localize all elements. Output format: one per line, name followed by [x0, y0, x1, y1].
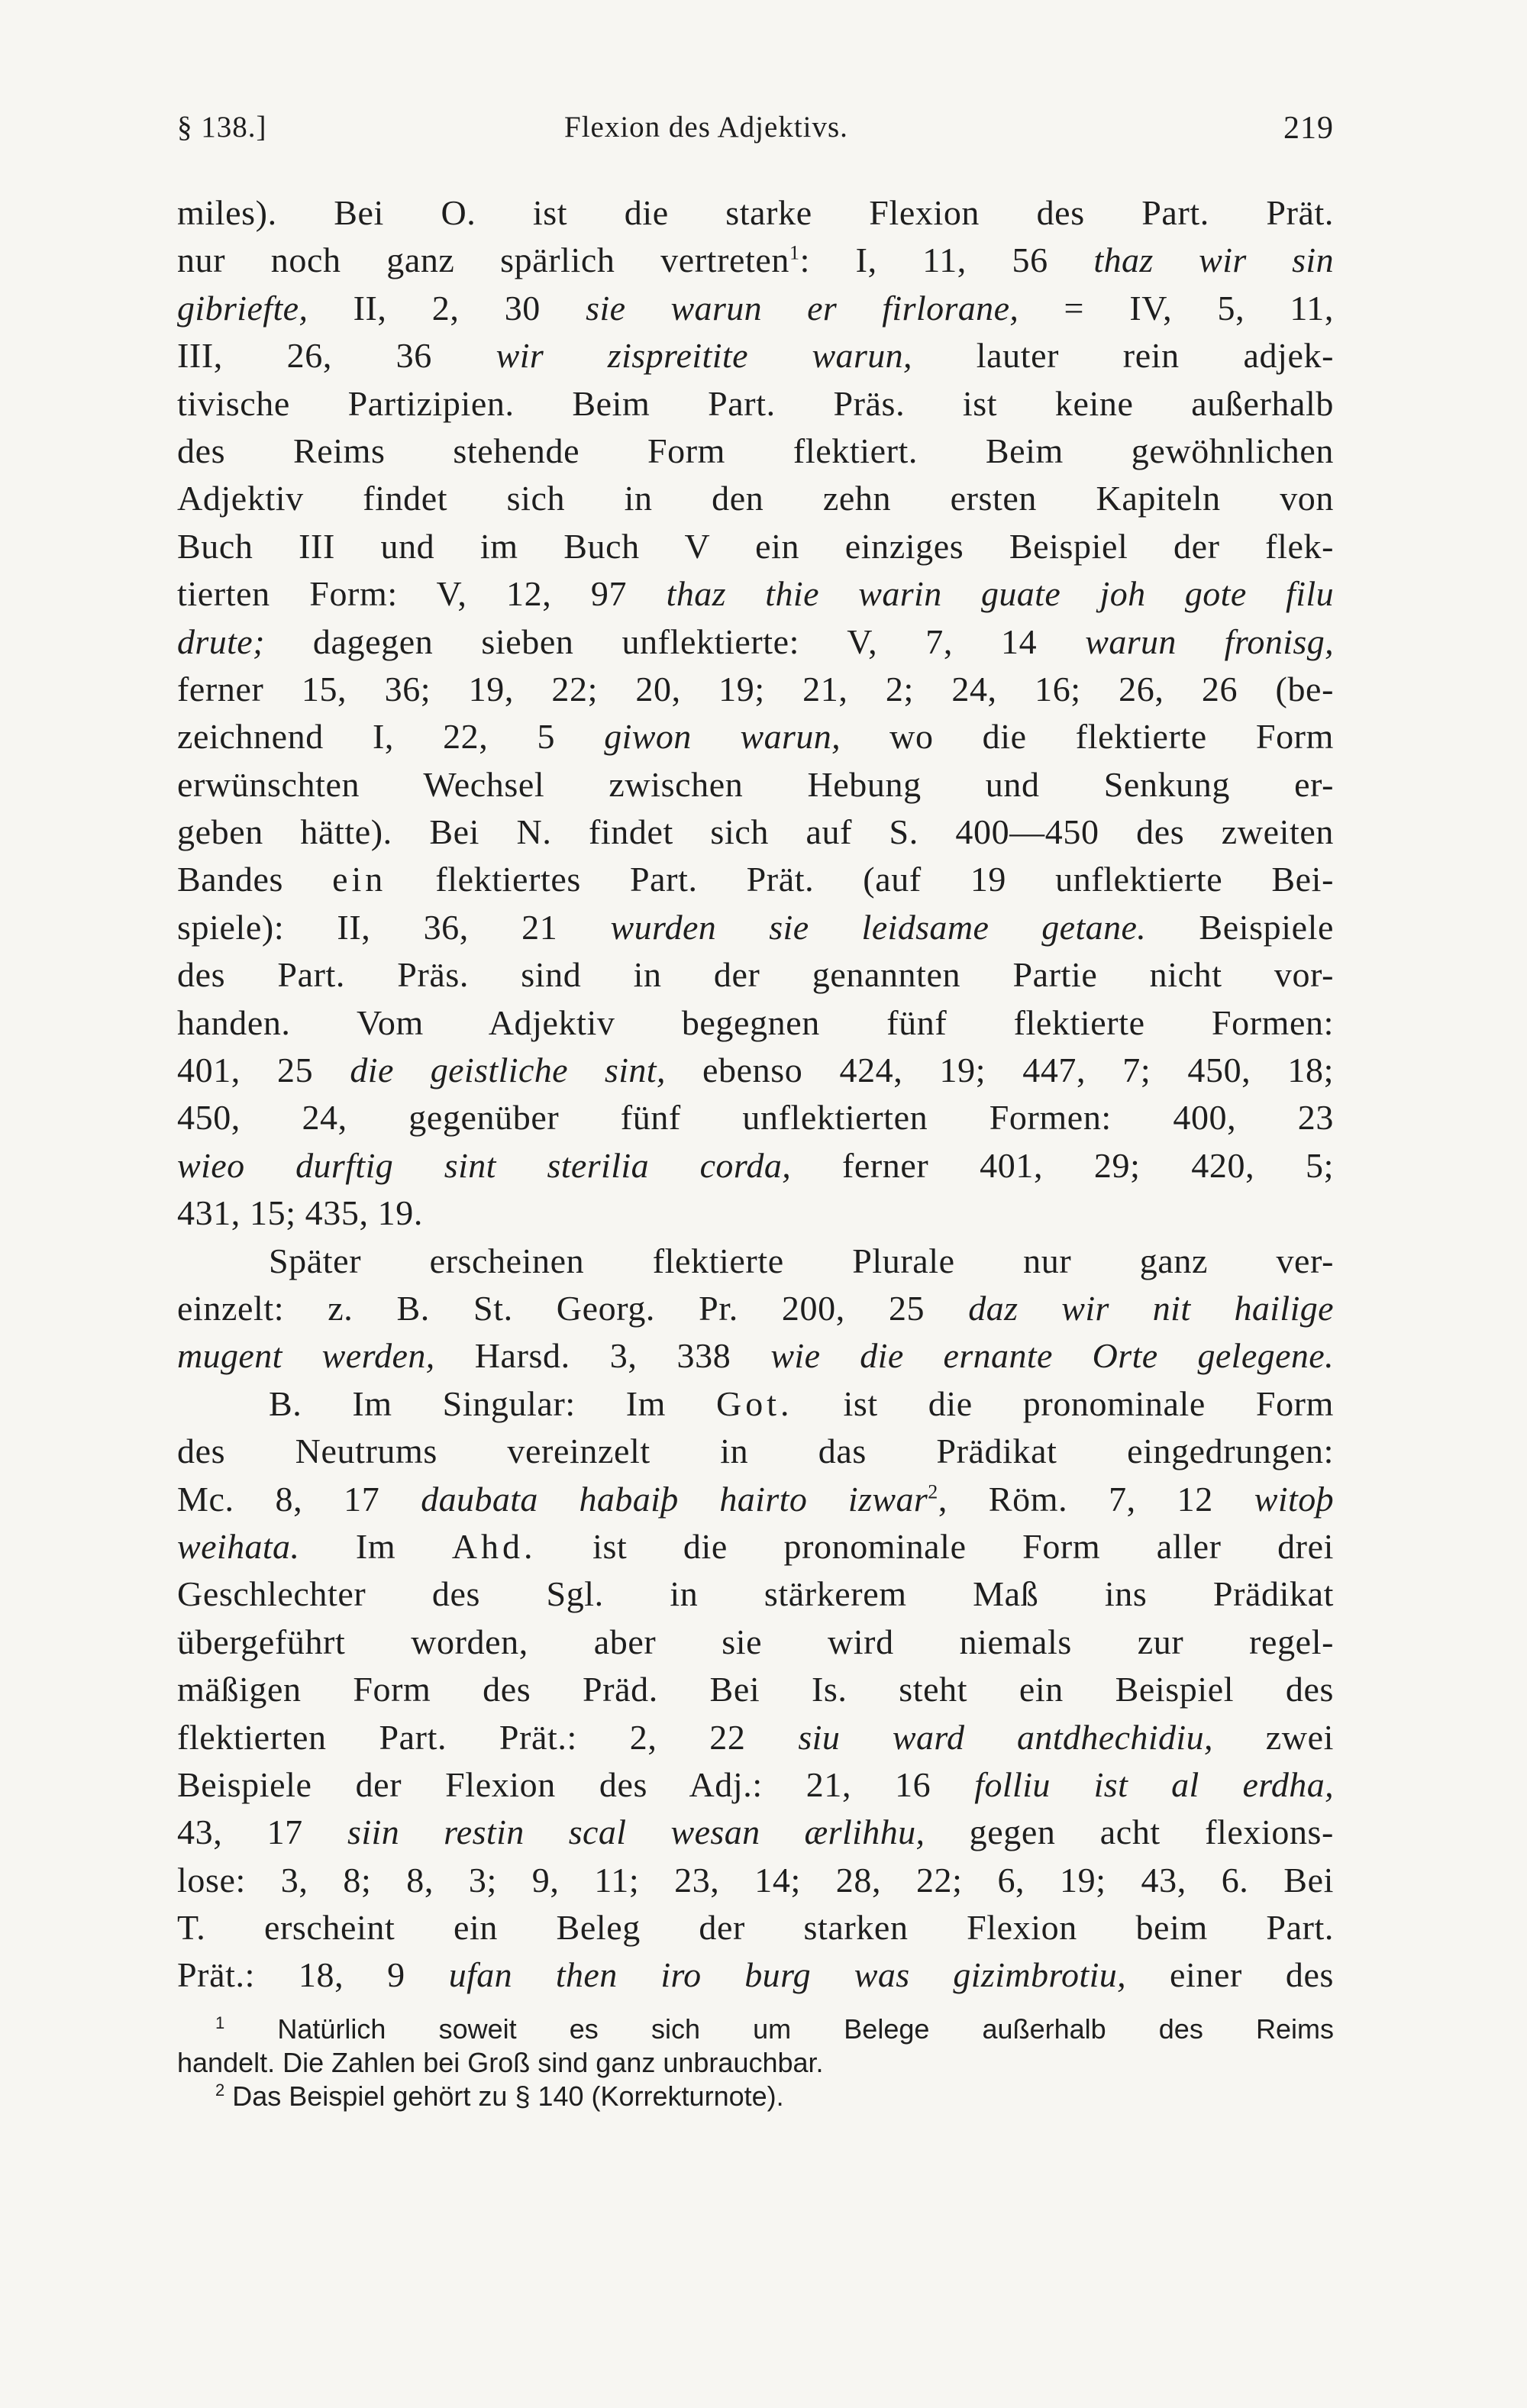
footnote-marker: 2: [928, 1480, 938, 1503]
text-run: T. erscheint ein Beleg der starken Flexion beim Part.: [177, 1908, 1334, 1948]
quoted-example: wie die ernante Orte gelegene.: [770, 1336, 1335, 1376]
text-line: [177, 1428, 1334, 1475]
quoted-example: warun fronisg,: [1085, 621, 1334, 661]
text-line: [177, 1809, 1334, 1856]
chapter-title: Flexion des Adjektivs.: [564, 111, 848, 144]
text-run: lose: 3, 8; 8, 3; 9, 11; 23, 14; 28, 22; 6, 19; 43, 6. Bei: [177, 1860, 1334, 1900]
quoted-example: wieo durftig sint sterilia corda,: [177, 1145, 792, 1185]
text-run: 43, 17: [177, 1812, 348, 1852]
text-run: übergeführt worden, aber sie wird niemals zur regel-: [177, 1622, 1334, 1661]
text-run: zwei: [1212, 1717, 1334, 1757]
footnote-line: [177, 2080, 1334, 2113]
text-run: mäßigen Form des Präd. Bei Is. steht ein Beispiel des: [177, 1670, 1334, 1709]
text-line: [177, 1094, 1334, 1141]
text-line: [177, 1380, 1334, 1428]
page-number: 219: [1283, 111, 1334, 146]
text-run: handen. Vom Adjektiv begegnen fünf flektierte Formen:: [177, 1002, 1334, 1042]
quoted-example: weihata.: [177, 1526, 300, 1566]
text-line: [177, 809, 1334, 856]
text-run: 450, 24, gegenüber fünf unflektierten Formen: 400, 23: [177, 1098, 1334, 1138]
text-line: [177, 332, 1334, 379]
text-line: [177, 618, 1334, 666]
text-run: : I, 11, 56: [799, 240, 1094, 280]
text-line: [177, 1238, 1334, 1285]
text-run: Geschlechter des Sgl. in stärkerem Maß ins Prädikat: [177, 1574, 1334, 1614]
text-run: tierten Form: V, 12, 97: [177, 574, 667, 614]
text-line: [177, 1285, 1334, 1332]
text-line: [177, 1619, 1334, 1666]
quoted-example: die geistliche sint,: [350, 1051, 666, 1090]
text-line: [177, 475, 1334, 522]
quoted-example: siu ward antdhechidiu,: [798, 1717, 1213, 1757]
footnote-marker: 1: [789, 242, 800, 265]
text-line: [177, 1857, 1334, 1904]
text-run: Im: [299, 1526, 452, 1566]
quoted-example: thaz thie warin guate joh gote filu: [666, 574, 1334, 614]
text-run: flektierten Part. Prät.: 2, 22: [177, 1717, 799, 1757]
spaced-text: Ahd.: [451, 1526, 537, 1566]
text-line: [177, 1904, 1334, 1951]
footnote-marker: 1: [215, 2013, 225, 2032]
text-run: handelt. Die Zahlen bei Groß sind ganz unbrauchbar.: [177, 2047, 824, 2078]
text-run: III, 26, 36: [177, 336, 496, 376]
quoted-example: mugent werden,: [177, 1336, 435, 1376]
text-line: [177, 951, 1334, 999]
text-line: [177, 570, 1334, 618]
text-line: [177, 761, 1334, 809]
quoted-example: siin restin scal wesan ærlihhu,: [347, 1812, 925, 1852]
text-run: wo die flektierte Form: [841, 717, 1334, 757]
footnote-line: [177, 2013, 1334, 2046]
text-line: [177, 904, 1334, 951]
text-run: des Reims stehende Form flektiert. Beim gewöhnlichen: [177, 431, 1334, 470]
text-run: des Neutrums vereinzelt in das Prädikat eingedrungen:: [177, 1432, 1334, 1471]
text-line: [177, 999, 1334, 1047]
text-run: spiele): II, 36, 21: [177, 907, 611, 947]
text-line: [177, 1570, 1334, 1618]
text-run: des Part. Präs. sind in der genannten Partie nicht vor-: [177, 955, 1334, 995]
text-run: Adjektiv findet sich in den zehn ersten Kapiteln von: [177, 479, 1334, 518]
text-line: [177, 1476, 1334, 1523]
text-line: [177, 1714, 1334, 1761]
text-line: [177, 380, 1334, 428]
spaced-text: ein: [332, 860, 387, 899]
text-run: Bandes: [177, 860, 333, 899]
text-run: tivische Partizipien. Beim Part. Präs. ist keine außerhalb: [177, 383, 1334, 423]
quoted-example: ufan then iro burg was gizimbrotiu,: [448, 1955, 1127, 1995]
text-run: dagegen sieben unflektierte: V, 7, 14: [264, 621, 1086, 661]
text-run: II, 2, 30: [308, 288, 586, 328]
text-run: , Röm. 7, 12: [938, 1479, 1254, 1519]
text-run: erwünschten Wechsel zwischen Hebung und Senkung er-: [177, 764, 1334, 804]
quoted-example: thaz wir sin: [1093, 240, 1335, 280]
section-reference: § 138.]: [177, 111, 267, 144]
footnote-marker: 2: [215, 2080, 225, 2100]
text-run: = IV, 5, 11,: [1019, 288, 1334, 328]
quoted-example: wir zispreitite warun,: [496, 336, 912, 376]
quoted-example: gibriefte,: [177, 288, 308, 328]
running-header: [177, 110, 1334, 156]
text-run: Beispiele: [1146, 907, 1334, 947]
text-run: Mc. 8, 17: [177, 1479, 421, 1519]
text-line: [177, 666, 1334, 713]
text-run: ebenso 424, 19; 447, 7; 450, 18;: [665, 1051, 1334, 1090]
text-run: ferner 15, 36; 19, 22; 20, 19; 21, 2; 24, 16; 26, 26 (be-: [177, 669, 1334, 709]
text-run: Beispiele der Flexion des Adj.: 21, 16: [177, 1764, 975, 1804]
text-line: [177, 856, 1334, 903]
text-line: [177, 713, 1334, 760]
quoted-example: sie warun er firlorane,: [586, 288, 1019, 328]
text-line: [177, 1666, 1334, 1713]
quoted-example: wurden sie leidsame getane.: [610, 907, 1147, 947]
text-run: einer des: [1126, 1955, 1334, 1995]
text-run: ist die pronominale Form: [793, 1383, 1334, 1423]
text-line: [177, 523, 1334, 570]
footnote-line: [177, 2046, 1334, 2080]
text-run: Später erscheinen flektierte Plurale nur ganz ver-: [269, 1241, 1334, 1280]
text-run: ist die pronominale Form aller drei: [536, 1526, 1334, 1566]
text-line: [177, 1332, 1334, 1380]
text-line: [177, 285, 1334, 332]
quoted-example: drute;: [177, 621, 265, 661]
text-line: [177, 189, 1334, 237]
text-line: [177, 1189, 1334, 1237]
text-run: 431, 15; 435, 19.: [177, 1193, 423, 1233]
text-run: einzelt: z. B. St. Georg. Pr. 200, 25: [177, 1288, 969, 1328]
text-run: Das Beispiel gehört zu § 140 (Korrekturnote).: [224, 2080, 784, 2112]
text-line: [177, 1761, 1334, 1809]
text-line: [177, 237, 1334, 284]
text-run: geben hätte). Bei N. findet sich auf S. 400—450 des zweiten: [177, 812, 1334, 852]
text-run: Natürlich soweit es sich um Belege außerhalb des Reims: [224, 2013, 1334, 2045]
text-run: ferner 401, 29; 420, 5;: [791, 1145, 1334, 1185]
text-run: Harsd. 3, 338: [434, 1336, 771, 1376]
text-run: miles). Bei O. ist die starke Flexion des Part. Prät.: [177, 193, 1334, 232]
quoted-example: giwon warun,: [604, 717, 841, 757]
text-run: lauter rein adjek-: [912, 336, 1335, 376]
text-run: nur noch ganz spärlich vertreten: [177, 240, 790, 280]
main-text: [177, 189, 1334, 2000]
text-line: [177, 1523, 1334, 1570]
text-line: [177, 1951, 1334, 1999]
spaced-text: Got.: [716, 1383, 793, 1423]
quoted-example: folliu ist al erdha,: [974, 1764, 1334, 1804]
text-run: Prät.: 18, 9: [177, 1955, 449, 1995]
quoted-example: daubata habaiþ hairto izwar: [421, 1479, 928, 1519]
text-run: Buch III und im Buch V ein einziges Beispiel der flek-: [177, 526, 1334, 566]
footnotes: [177, 2013, 1334, 2113]
text-run: 401, 25: [177, 1051, 350, 1090]
quoted-example: daz wir nit hailige: [968, 1288, 1334, 1328]
text-run: zeichnend I, 22, 5: [177, 717, 605, 757]
text-run: B. Im Singular: Im: [269, 1383, 717, 1423]
text-line: [177, 1142, 1334, 1189]
text-line: [177, 1047, 1334, 1094]
text-run: gegen acht flexions-: [925, 1812, 1334, 1852]
text-run: flektiertes Part. Prät. (auf 19 unflektierte Bei-: [386, 860, 1334, 899]
quoted-example: witoþ: [1254, 1479, 1335, 1519]
text-line: [177, 428, 1334, 475]
